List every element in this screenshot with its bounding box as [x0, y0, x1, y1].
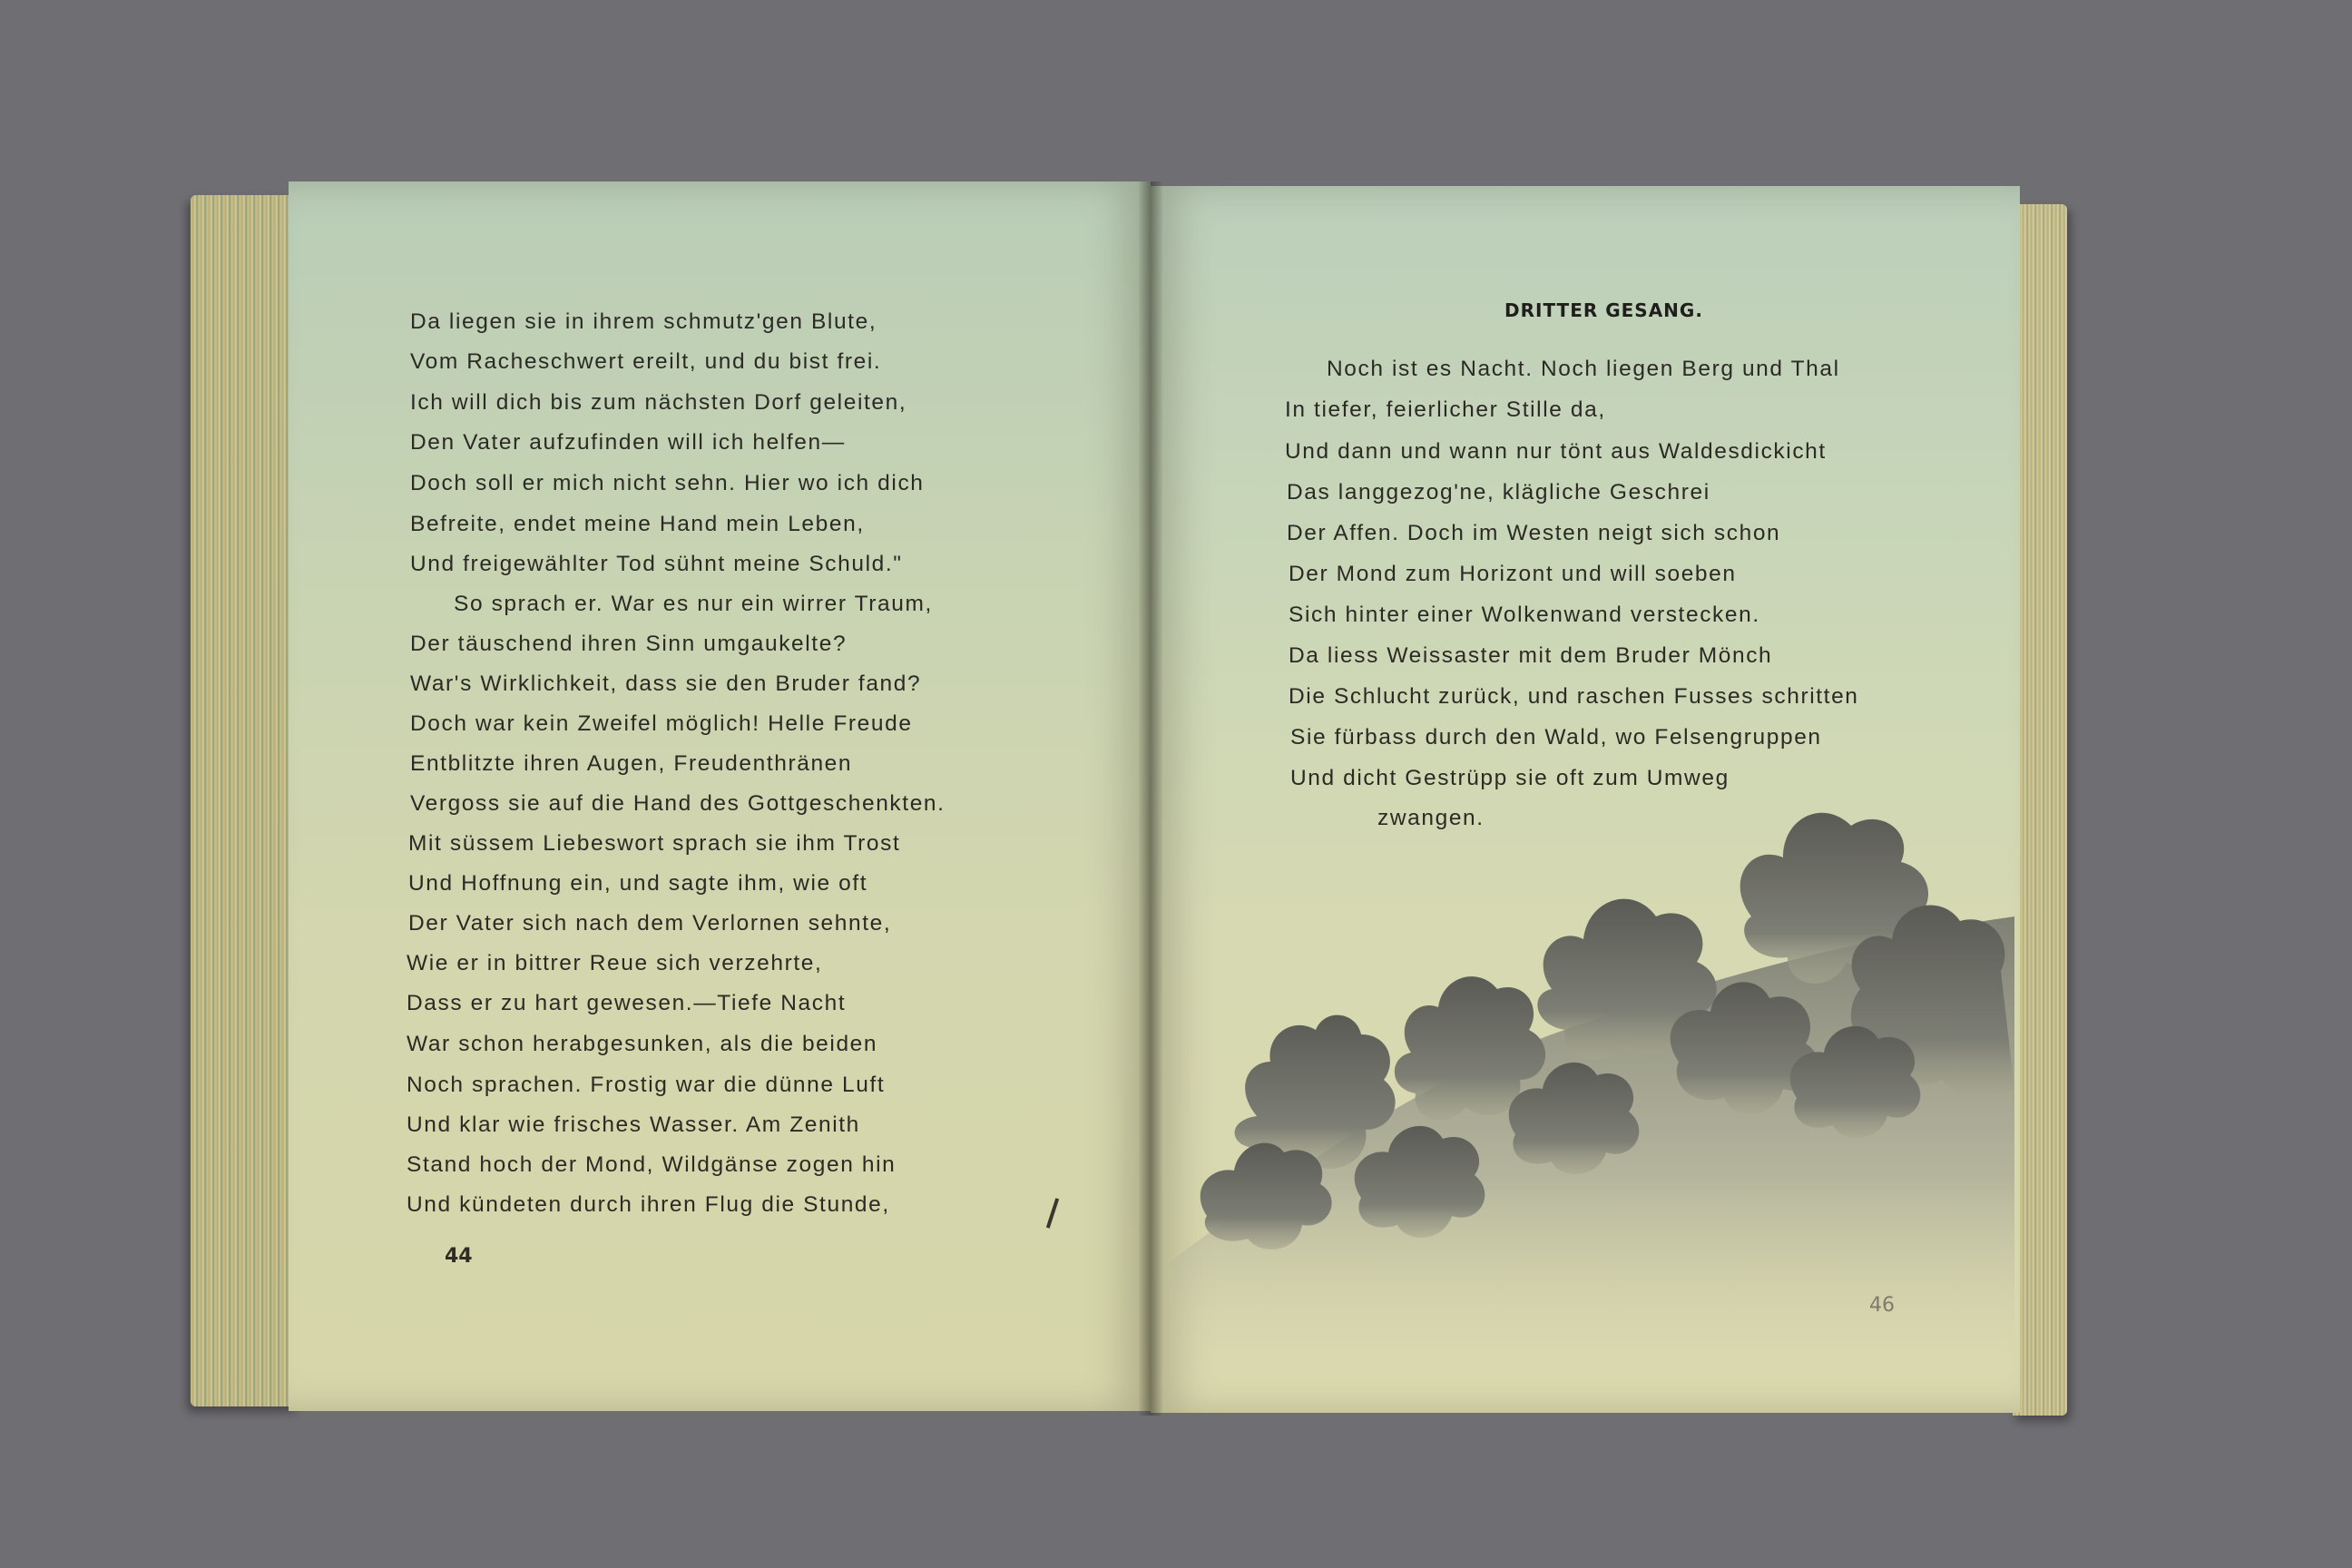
left-line-23: Und kündeten durch ihren Flug die Stunde, [407, 1192, 890, 1217]
left-line-15: Und Hoffnung ein, und sagte ihm, wie oft [408, 871, 868, 896]
left-line-2: Vom Racheschwert ereilt, und du bist frei. [410, 349, 882, 374]
right-line-2: In tiefer, feierlicher Stille da, [1285, 397, 1606, 422]
left-line-13: Vergoss sie auf die Hand des Gottgeschenkten. [410, 791, 946, 816]
right-line-4: Das langgezog'ne, klägliche Geschrei [1287, 480, 1710, 505]
right-line-7: Sich hinter einer Wolkenwand verstecken. [1289, 603, 1760, 627]
right-line-8: Da liess Weissaster mit dem Bruder Mönch [1289, 643, 1773, 668]
right-line-3: Und dann und wann nur tönt aus Waldesdickicht [1285, 439, 1827, 464]
left-line-16: Der Vater sich nach dem Verlornen sehnte, [408, 911, 892, 936]
right-line-10: Sie fürbass durch den Wald, wo Felsengruppen [1290, 725, 1822, 750]
left-line-5: Doch soll er mich nicht sehn. Hier wo ich dich [410, 471, 925, 495]
right-line-12: zwangen. [1377, 806, 1485, 830]
left-line-12: Entblitzte ihren Augen, Freudenthränen [410, 751, 853, 776]
left-line-7: Und freigewählter Tod sühnt meine Schuld." [410, 552, 903, 576]
left-line-10: War's Wirklichkeit, dass sie den Bruder fand? [410, 671, 922, 696]
right-page-edges [2013, 204, 2067, 1416]
left-line-14: Mit süssem Liebeswort sprach sie ihm Trost [408, 831, 901, 856]
left-line-20: Noch sprachen. Frostig war die dünne Luft [407, 1073, 886, 1097]
left-line-19: War schon herabgesunken, als die beiden [407, 1032, 878, 1056]
left-line-4: Den Vater aufzufinden will ich helfen— [410, 430, 846, 455]
chapter-heading: DRITTER GESANG. [1504, 299, 1703, 321]
right-line-11: Und dicht Gestrüpp sie oft zum Umweg [1290, 766, 1730, 790]
left-line-1: Da liegen sie in ihrem schmutz'gen Blute, [410, 309, 877, 334]
left-page-number: 44 [445, 1245, 473, 1268]
left-line-3: Ich will dich bis zum nächsten Dorf geleiten, [410, 390, 907, 415]
left-line-11: Doch war kein Zweifel möglich! Helle Freude [410, 711, 913, 736]
right-line-9: Die Schlucht zurück, und raschen Fusses schritten [1289, 684, 1859, 709]
left-line-9: Der täuschend ihren Sinn umgaukelte? [410, 632, 848, 656]
right-line-5: Der Affen. Doch im Westen neigt sich schon [1287, 521, 1781, 545]
book-gutter [1139, 181, 1162, 1416]
left-line-6: Befreite, endet meine Hand mein Leben, [410, 512, 865, 536]
left-page-edges [191, 195, 299, 1406]
left-line-22: Stand hoch der Mond, Wildgänse zogen hin [407, 1152, 897, 1177]
left-line-18: Dass er zu hart gewesen.—Tiefe Nacht [407, 991, 847, 1015]
right-page-number: 46 [1869, 1294, 1895, 1317]
right-line-6: Der Mond zum Horizont und will soeben [1289, 562, 1737, 586]
left-line-8: So sprach er. War es nur ein wirrer Traum, [454, 592, 933, 616]
left-line-17: Wie er in bittrer Reue sich verzehrte, [407, 951, 823, 975]
left-line-21: Und klar wie frisches Wasser. Am Zenith [407, 1112, 860, 1137]
right-line-1: Noch ist es Nacht. Noch liegen Berg und Thal [1327, 357, 1840, 381]
